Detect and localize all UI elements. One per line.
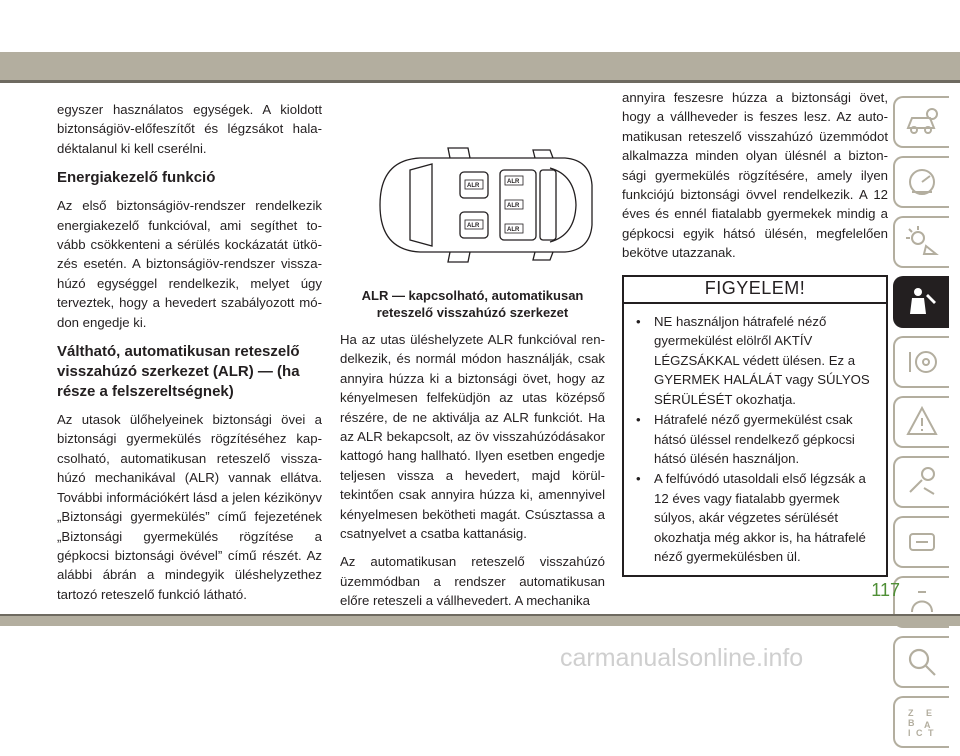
tab-car-info[interactable] [893,96,949,148]
tab-instrument-cluster[interactable] [893,156,949,208]
alr-label: ALR [507,227,520,233]
tab-index[interactable] [893,696,949,748]
bottom-band [0,616,960,626]
car-info-icon [904,104,940,140]
tab-specifications[interactable] [893,516,949,568]
warning-item: • A felfúvódó utasoldali első légzsák a 12 éves vagy fiatalabb gyermek súlyos, akár végzetes sérülését okozhatja még akkor is, ha hátrafelé néző gyermekülésben ül. [630,469,880,566]
page-number: 117 [871,580,900,600]
svg-text:A: A [924,720,931,730]
svg-text:T: T [928,728,934,738]
tab-emergencies[interactable] [893,396,949,448]
alr-label: ALR [467,183,480,189]
top-band [0,52,960,80]
watermark-text: carmanualsonline.info [560,644,804,672]
paragraph: egyszer használatos egységek. A kioldott biztonságiöv-előfeszítőt és légzsákot haladéktalanul ki kell cserélni. [57,102,322,156]
specifications-icon [904,524,940,560]
tab-starting-operating[interactable] [893,336,949,388]
svg-text:B: B [908,718,915,728]
speedometer-icon [904,164,940,200]
paragraph: Az első biztonságiöv-rendszer rendelkezik energiakezelő funkcióval, ami segíthet tovább csökkenteni a sérülés kockázatát ütközés esetén. A biztonságiöv-rendszer visszahúzó egységgel rendelkezik, melyet úgy terveztek, hogy a hevedert szabályozott módon engedje ki. [57,198,322,330]
tab-safety[interactable] [893,276,949,328]
warning-list [624,304,886,575]
index-icon [904,704,940,740]
tab-maintenance[interactable] [893,456,949,508]
paragraph: annyira feszesre húzza a biztonsági övet, hogy a vállheveder is feszes lesz. Az automatikusan reteszelő visszahúzó üzemmódot alkalmazza minden olyan ülésnél a biztonsági gyermekülés rögzítésére, amely ilyen funkciójú biztonsági övvel rendelkezik. A 12 éves és ennél fiatalabb gyermekek mindig a gépkocsi egyik hátsó ülésén, megfelelően bekötve utazzanak. [622,90,888,261]
search-icon [904,644,940,680]
lights-icon [904,224,940,260]
paragraph: Az automatikusan reteszelő visszahúzó üzemmódban a rendszer automatikusan előre reteszeli a vállhevedert. A mechanika [340,554,605,609]
maintenance-icon [904,464,940,500]
tab-lights[interactable] [893,216,949,268]
figure-caption: ALR — kapcsolható, automatikusan reteszelő visszahúzó szerkezet [361,288,584,320]
tab-search[interactable] [893,636,949,688]
section-heading: Váltható, automatikusan reteszelő visszahúzó szerkezet (ALR) — (ha része a felszereltségnek) [57,343,300,401]
alr-label: ALR [507,203,520,209]
svg-text:Z: Z [908,708,914,718]
warning-item: • Hátrafelé néző gyermekülést csak hátsó üléssel rendelkező gépkocsi hátsó ülésén használjon. [630,410,880,468]
chapter-tabs [893,96,953,756]
column-3 [622,88,888,577]
warning-box [622,275,888,578]
svg-text:C: C [916,728,923,738]
svg-text:E: E [926,708,933,718]
paragraph: Ha az utas üléshelyzete ALR funkcióval rendelkezik, és normál módon használják, csak annyira húzza ki a biztonsági övet, hogy az kényelmesen felfeküdjön az utas középső részére, de ne aktiválja az ALR funkciót. Ha az ALR bekapcsolt, az öv visszahúzódásakor kattogó hang hallható. Ilyen esetben engedje teljesen vissza a hevedert, majd körültekintően csak annyira húzza ki, amennyivel kényelmesen bekötheti magát. Csúsztassa a csatnyelvet a csatba kattanásig. [340,332,605,542]
alr-seat-diagram [340,130,605,280]
column-1 [57,100,322,613]
warning-item: • NE használjon hátrafelé néző gyermekülést elölről AKTÍV LÉGZSÁKKAL védett ülésen. Ez a GYERMEK HALÁLÁT vagy SÚLYOS SÉRÜLÉSÉT okozhatja. [630,312,880,409]
alr-label: ALR [467,223,480,229]
section-heading: Energiakezelő funkció [57,169,216,187]
warning-title: FIGYELEM! [624,277,886,304]
vehicle-topview-illustration [340,130,605,280]
emergency-icon [904,404,940,440]
safety-seatbelt-icon [904,284,940,320]
top-band-line [0,80,960,83]
column-2 [340,330,605,620]
paragraph: Az utasok ülőhelyeinek biztonsági övei a biztonsági gyermekülés rögzítéséhez kapcsolható, automatikusan reteszelő visszahúzó mechanikával (ALR) vannak ellátva. További információkért lásd a jelen kézikönyv „Biztonsági gyermekülés” című fejezetének „Biztonsági gyermekülés rögzítése a gépkocsi biztonsági övével” című részét. Az alábbi ábrán a mindegyik üléshelyzethez tartozó reteszelő funkció látható. [57,412,322,602]
starting-driving-icon [904,344,940,380]
svg-text:I: I [908,728,911,738]
alr-label: ALR [507,179,520,185]
